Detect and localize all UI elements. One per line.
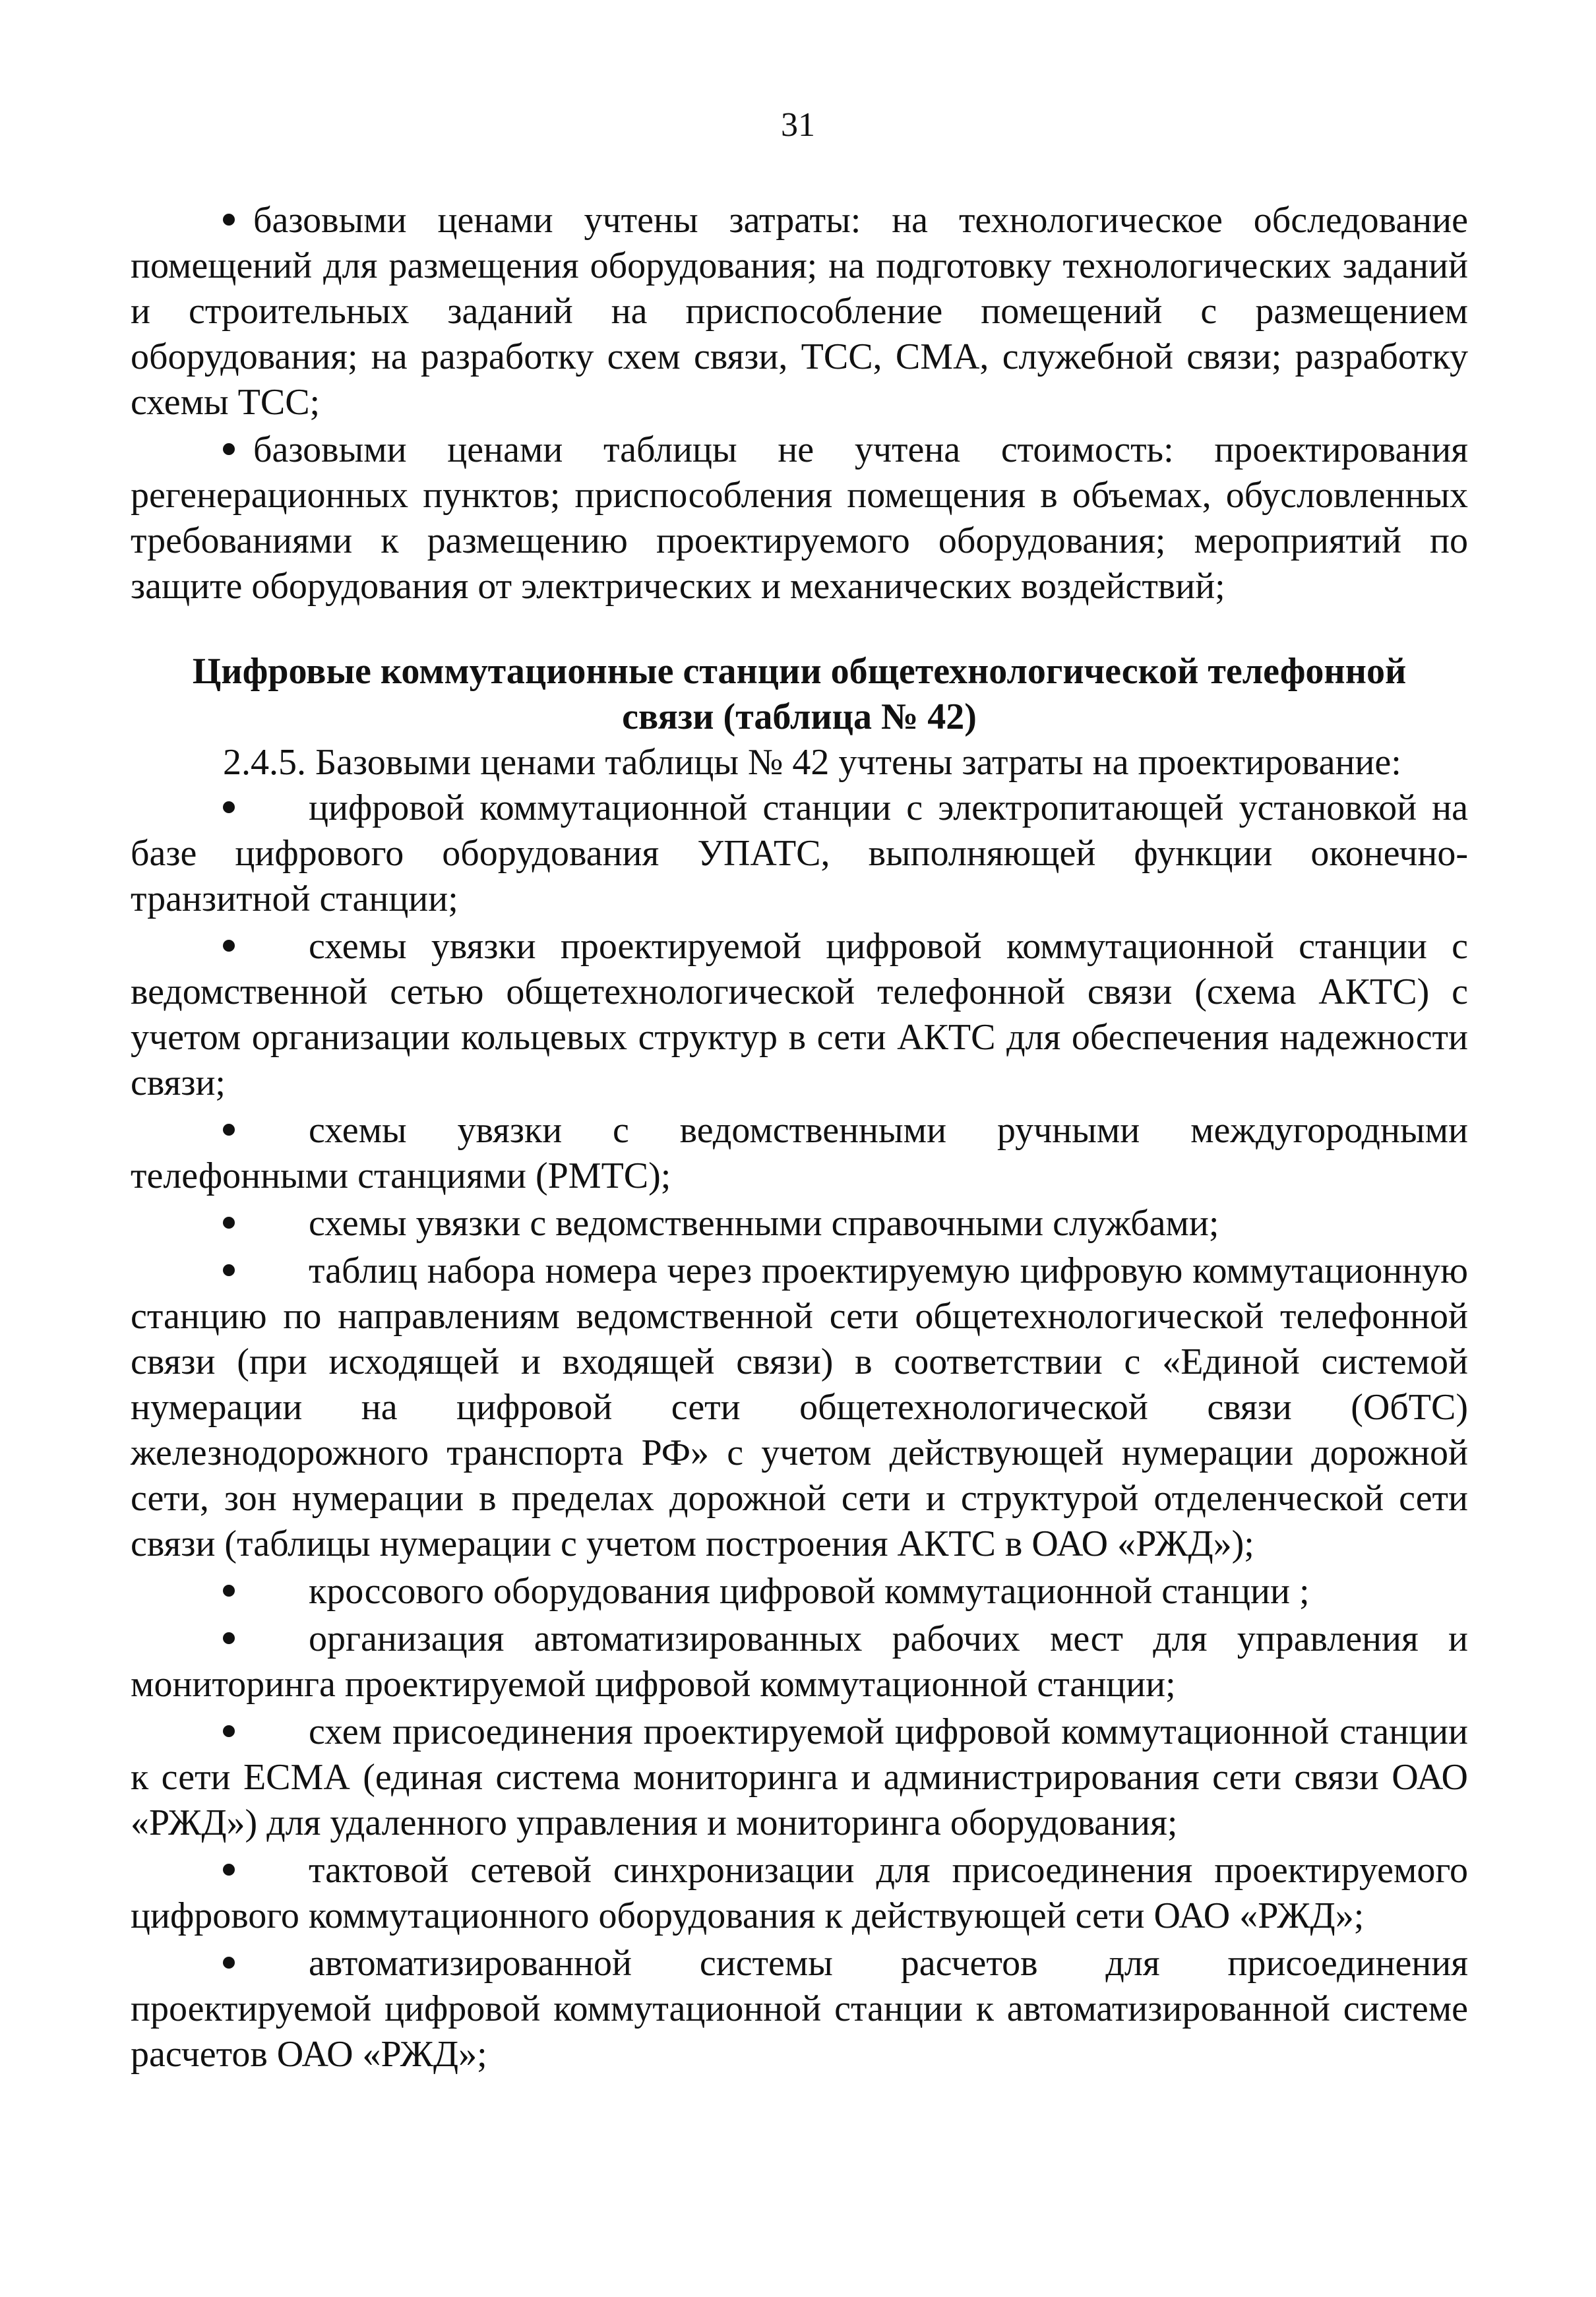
bullet-icon (223, 1585, 235, 1597)
list-item-text: таблиц набора номера через проектируемую цифровую коммутационную станцию по направлениям ведомственной сети общетехнологической телефонной связи (при исходящей и входящей связи) в соответствии с «Единой системой нумерации на цифровой сети общетехнологической связи (ОбТС) железнодорожного транспорта РФ» с учетом действующей нумерации дорожной сети, зон нумерации в пределах дорожной сети и структурой отделенческой сети связи (таблицы нумерации с учетом построения АКТС в ОАО «РЖД»); (131, 1250, 1468, 1564)
bullet-icon (223, 801, 235, 813)
list-item-text: организация автоматизированных рабочих мест для управления и мониторинга проектируемой цифровой коммутационной станции; (131, 1618, 1468, 1705)
document-body (131, 198, 1468, 2079)
bullet-icon (223, 443, 235, 455)
list-item-text: схемы увязки с ведомственными ручными междугородными телефонными станциями (РМТС); (131, 1110, 1468, 1196)
list-item (131, 785, 1468, 922)
bullet-icon (223, 1124, 235, 1136)
bullet-icon (223, 1264, 235, 1276)
list-item-text: кроссового оборудования цифровой коммутационной станции ; (309, 1571, 1310, 1612)
bullet-icon (223, 1632, 235, 1644)
page-number: 31 (781, 106, 815, 144)
list-item (131, 1108, 1468, 1199)
list-item (131, 1709, 1468, 1846)
list-item-text: схем присоединения проектируемой цифровой коммутационной станции к сети ЕСМА (единая система мониторинга и администрирования сети связи ОАО «РЖД») для удаленного управления и мониторинга оборудования; (131, 1711, 1468, 1843)
bullet-icon (223, 1957, 235, 1969)
bullet-icon (223, 1864, 235, 1876)
bullet-icon (223, 214, 235, 226)
list-item (131, 1941, 1468, 2077)
bullet-icon (223, 1725, 235, 1737)
list-item (131, 1848, 1468, 1939)
list-item-text: базовыми ценами таблицы не учтена стоимость: проектирования регенерационных пунктов; приспособления помещения в объемах, обусловленных требованиями к размещению проектируемого оборудования; мероприятий по защите оборудования от электрических и механических воздействий; (131, 429, 1468, 607)
list-item-text: схемы увязки с ведомственными справочными службами; (309, 1203, 1219, 1244)
list-item-text: автоматизированной системы расчетов для присоединения проектируемой цифровой коммутационной станции к автоматизированной системе расчетов ОАО «РЖД»; (131, 1943, 1468, 2075)
intro-paragraph: 2.4.5. Базовыми ценами таблицы № 42 учтены затраты на проектирование: (223, 742, 1401, 783)
list-item-text: тактовой сетевой синхронизации для присоединения проектируемого цифрового коммутационного оборудования к действующей сети ОАО «РЖД»; (131, 1850, 1468, 1936)
list-item (131, 1616, 1468, 1707)
list-item-text: цифровой коммутационной станции с электропитающей установкой на базе цифрового оборудования УПАТС, выполняющей функции оконечно-транзитной станции; (131, 787, 1468, 919)
bullet-icon (223, 1217, 235, 1229)
list-item (131, 1569, 1468, 1614)
list-item (131, 1201, 1468, 1246)
list-item-text: базовыми ценами учтены затраты: на технологическое обследование помещений для размещения оборудования; на подготовку технологических заданий и строительных заданий на приспособление помещений с размещением оборудования; на разработку схем связи, ТСС, СМА, служебной связи; разработку схемы ТСС; (131, 200, 1468, 423)
section-heading-line2: связи (таблица № 42) (622, 696, 977, 737)
list-item (131, 1248, 1468, 1567)
bullet-icon (223, 940, 235, 952)
list-item (131, 198, 1468, 425)
list-item-text: схемы увязки проектируемой цифровой коммутационной станции с ведомственной сетью общетехнологической телефонной связи (схема АКТС) с учетом организации кольцевых структур в сети АКТС для обеспечения надежности связи; (131, 926, 1468, 1103)
list-item (131, 427, 1468, 609)
list-item (131, 924, 1468, 1106)
section-heading (131, 649, 1468, 740)
section-heading-line1: Цифровые коммутационные станции общетехнологической телефонной (192, 651, 1407, 692)
